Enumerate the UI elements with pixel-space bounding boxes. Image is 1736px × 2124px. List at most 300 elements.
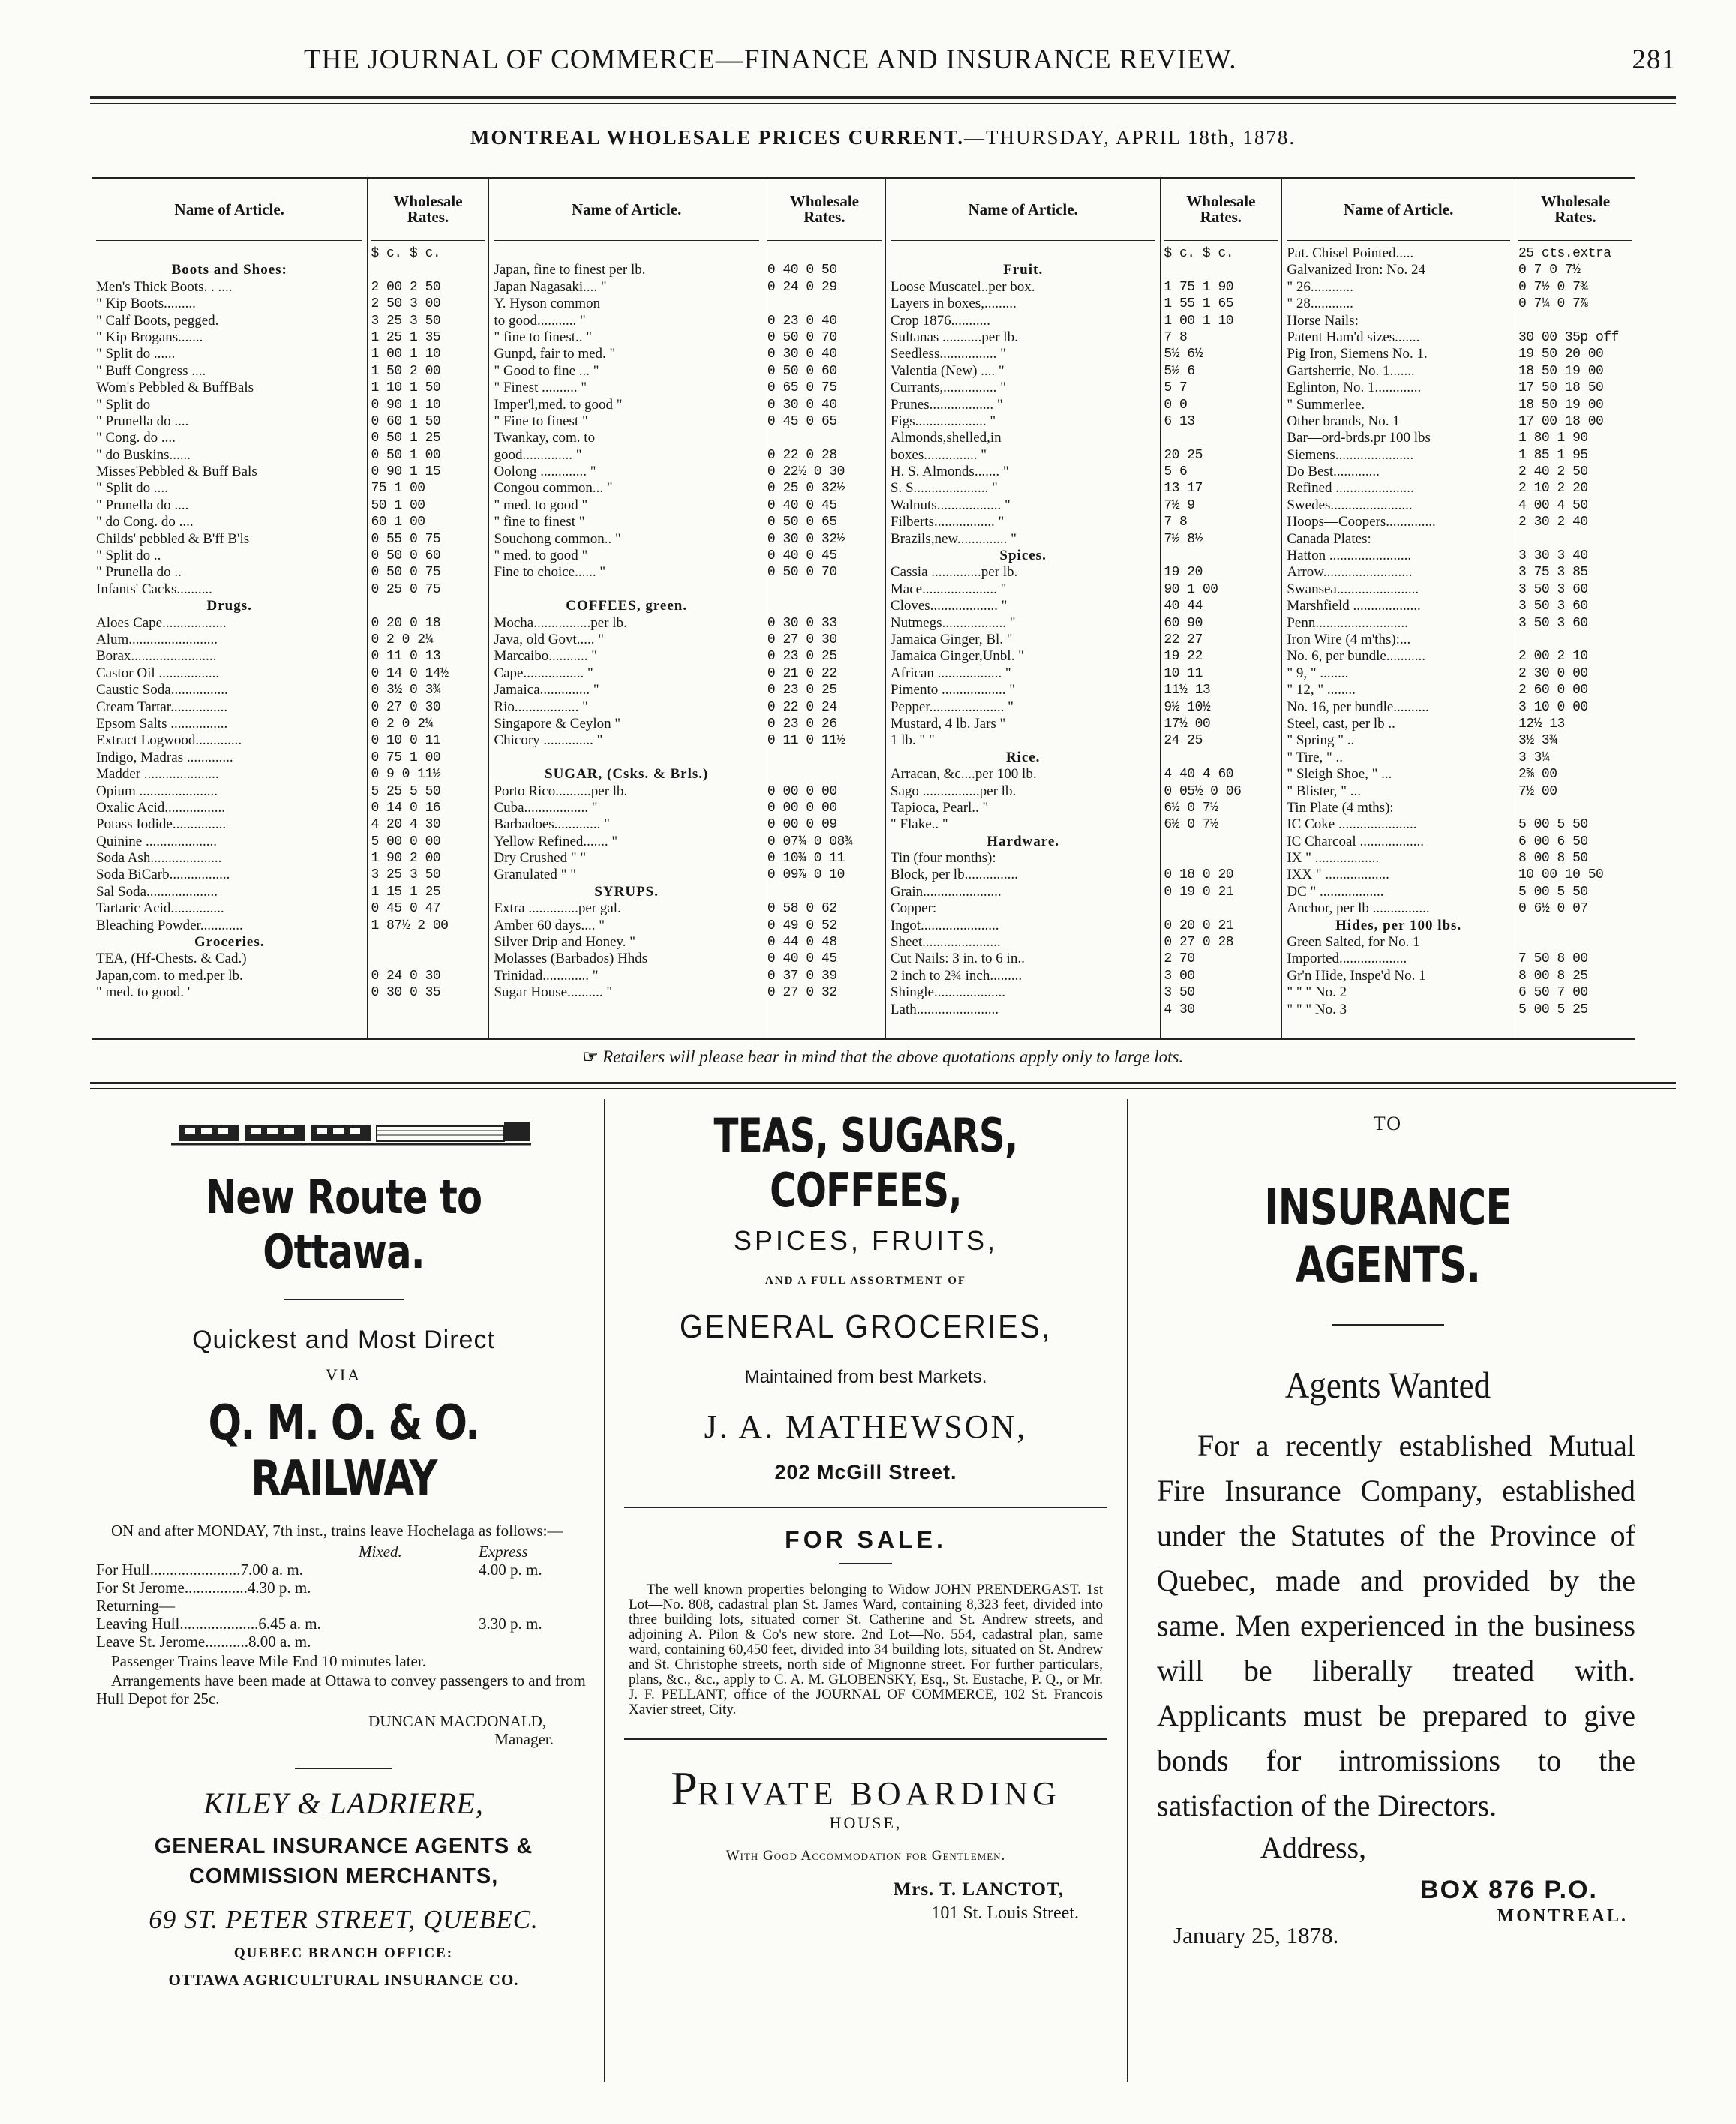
article-rate [1518, 531, 1632, 548]
for-sale-body: The well known properties belonging to Widow JOHN PRENDERGAST. 1st Lot—No. 808, cadastral plan St. James Ward, containing 8,323 feet, divided into three building lots, situated corner St. Catherine and St. Andrew streets, and adjoining A. Pilon & Co's new store. 2nd Lot—No. 554, cadastral plan, same ward, containing 60,450 feet, divided into 34 building lots, situated on St. Andrew and St. Christophe streets, north side of Mignonne street. For further particulars, plans, &c., &c., apply to C. A. M. GLOBENSKY, Esq., St. Eustache, P. Q., or Mr. J. F. PELLANT, office of the JOURNAL OF COMMERCE, 102 St. Francois Xavier street, City. [629, 1582, 1103, 1717]
article-rate [1164, 834, 1278, 850]
section-heading: Boots and Shoes: [171, 262, 287, 278]
schedule-row [96, 1561, 591, 1579]
article-rate: 3 50 3 60 [1518, 615, 1588, 631]
article-rate [1164, 750, 1278, 766]
article-name: " Calf Boots, pegged. [96, 312, 219, 329]
boarding-owner: Mrs. T. LANCTOT, [893, 1879, 1064, 1900]
article-rate: 0 50 0 70 [767, 565, 837, 581]
article-rate: 90 1 00 [1164, 581, 1218, 597]
train-schedule [96, 1543, 591, 1651]
article-rate: 0 20 0 21 [1164, 918, 1234, 933]
article-rate: 1 10 1 50 [371, 380, 441, 396]
article-rate: 0 23 0 25 [767, 649, 837, 665]
article-name: Quinine .................... [96, 833, 217, 849]
article-name: Opium ...................... [96, 783, 218, 799]
article-name: " Prunella do .... [96, 413, 189, 429]
article-name: " Blister, " ... [1287, 783, 1362, 799]
article-rate: 3 3¼ [1518, 750, 1550, 765]
article-rate: 0 24 0 30 [371, 968, 441, 984]
section-rule [90, 1082, 1676, 1084]
article-rate: 4 20 4 30 [371, 817, 441, 833]
grocery-headline: TEAS, SUGARS, COFFEES, [713, 1108, 1018, 1218]
article-rate: 0 21 0 22 [767, 665, 837, 681]
article-name: Epsom Salts ................ [96, 715, 228, 732]
article-rate: 18 50 19 00 [1518, 363, 1604, 379]
article-name: " Summerlee. [1287, 396, 1365, 413]
article-name: Seedless................ " [890, 346, 1006, 362]
article-name: " Kip Boots......... [96, 296, 196, 312]
article-rate: 5½ 6½ [1164, 347, 1203, 362]
journal-title: THE JOURNAL OF COMMERCE—FINANCE AND INSURANCE REVIEW. [304, 44, 1237, 75]
section-heading: Hardware. [987, 833, 1060, 849]
article-rate: 1 55 1 65 [1164, 296, 1234, 312]
article-rate: 0 22 0 24 [767, 699, 837, 715]
article-name: Borax........................ [96, 648, 217, 665]
article-rate: 3 75 3 85 [1518, 565, 1588, 581]
article-rate: 0 10¾ 0 11 [767, 851, 845, 867]
section-heading: Hides, per 100 lbs. [1335, 917, 1462, 933]
article-rate: 4 40 4 60 [1164, 767, 1234, 783]
article-rate [1518, 800, 1632, 816]
article-names [886, 179, 1160, 1038]
article-name: Hatton ....................... [1287, 548, 1412, 564]
article-rate [767, 766, 882, 783]
article-name: Green Salted, for No. 1 [1287, 934, 1420, 951]
schedule-row [96, 1633, 591, 1651]
article-rate: 20 25 [1164, 447, 1203, 463]
agency-name: KILEY & LADRIERE, [203, 1786, 484, 1820]
article-rate [371, 262, 485, 278]
article-name: Extra ..............per gal. [494, 900, 621, 917]
article-name: Eglinton, No. 1............. [1287, 380, 1422, 396]
article-name: " med. to good " [494, 497, 588, 513]
article-rate: 6 13 [1164, 413, 1195, 429]
article-rate: 5½ 6 [1164, 363, 1195, 379]
article-rate: 0 50 1 00 [371, 447, 441, 463]
article-name: Madder ..................... [96, 766, 219, 783]
article-name: " 9, " ........ [1287, 665, 1349, 681]
article-rate: 0 00 0 00 [767, 783, 837, 799]
price-table [92, 177, 1635, 1040]
article-rate: 0 11 0 11½ [767, 733, 845, 749]
article-rate: 5 00 0 00 [371, 834, 441, 849]
article-name: Twankay, com. to [494, 430, 596, 446]
article-rate: 7½ 00 [1518, 783, 1557, 799]
railway-name: Q. M. O. & O. RAILWAY [208, 1395, 479, 1507]
article-rate: 3 30 3 40 [1518, 548, 1588, 564]
article-name: No. 6, per bundle........... [1287, 648, 1426, 665]
agency-line: COMMISSION MERCHANTS, [188, 1864, 499, 1888]
article-name: African .................. " [890, 665, 1011, 681]
wholesale-rates [367, 179, 488, 1038]
page-number: 281 [1632, 44, 1676, 75]
article-rate: 0 90 1 10 [371, 397, 441, 413]
signer: DUNCAN MACDONALD, [368, 1712, 546, 1730]
article-name: " Cong. do .... [96, 430, 176, 446]
article-rate: 1 15 1 25 [371, 884, 441, 900]
article-rate: 7 8 [1164, 515, 1188, 530]
section-heading: Spices. [999, 548, 1047, 564]
ins-wanted: Agents Wanted [1284, 1364, 1491, 1406]
article-rate: 3 25 3 50 [371, 867, 441, 883]
article-rate: 0 18 0 20 [1164, 867, 1234, 883]
article-header: Name of Article. [96, 179, 362, 241]
grocery-assortment: AND A FULL ASSORTMENT OF [764, 1275, 967, 1287]
article-name: to good........... " [494, 312, 586, 329]
branch-office: QUEBEC BRANCH OFFICE: [233, 1945, 454, 1961]
article-name: Tin (four months): [890, 850, 996, 867]
article-name: Cloves................... " [890, 598, 1008, 614]
article-name: Soda BiCarb................. [96, 867, 230, 883]
article-rate [767, 581, 882, 598]
article-rate: 0 50 1 25 [371, 431, 441, 446]
schedule-header [96, 1543, 591, 1561]
ins-headline: INSURANCE AGENTS. [1264, 1179, 1512, 1294]
article-rate: 11½ 13 [1164, 683, 1211, 698]
article-name: Figs.................... " [890, 413, 996, 429]
grocery-advertisement [615, 1107, 1116, 1924]
ins-city: MONTREAL. [1497, 1906, 1628, 1926]
article-name: " Good to fine ... " [494, 362, 599, 379]
article-header: Name of Article. [891, 179, 1155, 241]
article-name: Brazils,new.............. " [890, 530, 1017, 547]
article-rate: 6½ 0 7½ [1164, 817, 1218, 833]
section-heading: SYRUPS. [594, 883, 659, 900]
article-name: Sago ................per lb. [890, 783, 1017, 799]
article-name: Infants' Cacks.......... [96, 581, 212, 597]
train-note: Arrangements have been made at Ottawa to convey passengers to and from Hull Depot for 25c. [96, 1672, 586, 1708]
article-rate: 0 0 [1164, 397, 1188, 413]
article-name: Loose Muscatel..per box. [890, 278, 1035, 295]
insurance-company: OTTAWA AGRICULTURAL INSURANCE CO. [168, 1971, 519, 1989]
prices-date: —THURSDAY, APRIL 18th, 1878. [964, 126, 1296, 149]
article-rate: 17½ 00 [1164, 716, 1211, 732]
article-name: Mace..................... " [890, 581, 1007, 597]
railway-advertisement [96, 1107, 591, 1990]
article-name: Molasses (Barbados) Hhds [494, 951, 648, 967]
route-tagline: Quickest and Most Direct [192, 1326, 495, 1354]
ins-address-label: Address, [1260, 1831, 1367, 1864]
article-rate: 0 60 1 50 [371, 413, 441, 429]
article-rate: 8 00 8 50 [1518, 851, 1588, 867]
rates-header: Wholesale Rates. [767, 179, 882, 241]
article-name: Yellow Refined....... " [494, 833, 618, 849]
article-name: Marshfield ................... [1287, 598, 1421, 614]
article-rate: 2 00 2 50 [371, 279, 441, 295]
article-name [891, 245, 1155, 262]
train-note: Passenger Trains leave Mile End 10 minutes later. [111, 1652, 426, 1670]
article-name: Iron Wire (4 m'ths):... [1287, 631, 1411, 647]
article-name: IC Charcoal .................. [1287, 833, 1424, 849]
article-rate: 60 1 00 [371, 515, 425, 530]
article-rate: 75 1 00 [371, 481, 425, 497]
article-rate: 1 80 1 90 [1518, 431, 1588, 446]
article-name: Amber 60 days.... " [494, 917, 605, 933]
pointing-hand-icon: ☞ [582, 1047, 599, 1066]
article-name: Caustic Soda................ [96, 682, 228, 698]
boarding-title [615, 1761, 1116, 1816]
mixed-header: Mixed. [359, 1543, 402, 1561]
train-icon [149, 1120, 539, 1147]
article-rate: 0 22½ 0 30 [767, 464, 845, 480]
article-rate: 0 44 0 48 [767, 935, 837, 951]
article-name: " Prunella do .. [96, 564, 182, 581]
article-name: Indigo, Madras ............. [96, 749, 233, 765]
article-name: Ingot...................... [890, 917, 999, 933]
article-name: Currants,............... " [890, 380, 1006, 396]
article-rate: 1 85 1 95 [1518, 447, 1588, 463]
grocery-maintained: Maintained from best Markets. [744, 1367, 987, 1387]
article-rate: 0 22 0 28 [767, 447, 837, 463]
article-name: 2 inch to 2¾ inch......... [890, 967, 1023, 984]
article-rate: 10 11 [1164, 665, 1203, 681]
article-rate: 8 00 8 25 [1518, 968, 1588, 984]
signer-title: Manager. [494, 1730, 554, 1748]
agency-address: 69 ST. PETER STREET, QUEBEC. [149, 1905, 539, 1934]
section-heading: COFFEES, green. [566, 598, 688, 614]
article-name: Wom's Pebbled & BuffBals [96, 380, 254, 396]
article-rate: 1 00 1 10 [1164, 313, 1234, 329]
article-name: Copper: [890, 900, 937, 917]
section-heading: Drugs. [206, 598, 252, 614]
article-rate: 0 37 0 39 [767, 968, 837, 984]
article-rate: 0 14 0 14½ [371, 665, 449, 681]
article-name: " fine to finest.. " [494, 329, 592, 345]
prices-title [90, 126, 1676, 149]
route-title: New Route to Ottawa. [205, 1170, 482, 1279]
article-name: Sheet...................... [890, 934, 1001, 951]
article-name: " Fine to finest " [494, 413, 588, 429]
article-rate: 1 87½ 2 00 [371, 918, 449, 933]
article-name: " Sleigh Shoe, " ... [1287, 766, 1392, 783]
article-rate: 7½ 8½ [1164, 531, 1203, 547]
article-name: " Finest .......... " [494, 380, 587, 396]
article-rate: 17 50 18 50 [1518, 380, 1604, 396]
article-name: Cuba.................. " [494, 799, 598, 816]
article-rate: 0 6½ 0 07 [1518, 901, 1588, 917]
divider [839, 1563, 892, 1564]
article-rate: 6 50 7 00 [1518, 985, 1588, 1001]
article-name: Valentia (New) .... " [890, 362, 1005, 379]
article-name: Galvanized Iron: No. 24 [1287, 262, 1426, 278]
schedule-label: Returning— [96, 1597, 175, 1615]
article-rate [767, 598, 882, 614]
grocer-street: 202 McGill Street. [774, 1461, 957, 1483]
article-rate [1518, 918, 1632, 934]
article-name: Gunpd, fair to med. " [494, 346, 616, 362]
article-rate: 0 23 0 25 [767, 683, 837, 698]
header-rule [90, 96, 1676, 99]
article-name: Barbadoes............. " [494, 816, 610, 833]
article-rate: 19 50 20 00 [1518, 347, 1604, 362]
article-rate: 7½ 9 [1164, 497, 1195, 513]
article-rate [371, 934, 485, 951]
article-name: Walnuts.................. " [890, 497, 1011, 513]
article-rate: 1 25 1 35 [371, 329, 441, 345]
schedule-label: Leaving Hull....................6.45 a. m. [96, 1615, 321, 1633]
article-name: Soda Ash.................... [96, 850, 222, 867]
article-name: IX " .................. [1287, 850, 1380, 867]
article-rate: 2 10 2 20 [1518, 481, 1588, 497]
article-name: Trinidad............. " [494, 967, 599, 984]
article-rate: 0 27 0 28 [1164, 935, 1234, 951]
article-name: Sultanas ...........per lb. [890, 329, 1018, 345]
article-rate [767, 430, 882, 446]
column-divider [604, 1099, 605, 2082]
boarding-rest: RIVATE BOARDING [697, 1775, 1061, 1812]
article-name: " Buff Congress .... [96, 362, 206, 379]
article-name: " " " No. 3 [1287, 1001, 1347, 1017]
article-rate: 0 00 0 09 [767, 817, 837, 833]
prices-heading: MONTREAL WHOLESALE PRICES CURRENT. [470, 126, 965, 149]
article-rate: 2 50 3 00 [371, 296, 441, 312]
article-rate: 0 40 0 50 [767, 263, 837, 278]
article-rate: 0 2 0 2¼ [371, 716, 433, 732]
article-rate: 3 10 0 00 [1518, 699, 1588, 715]
article-name: " Tire, " .. [1287, 749, 1344, 765]
article-rate [371, 951, 485, 967]
article-name: H. S. Almonds....... " [890, 464, 1009, 480]
article-name: 1 lb. " " [890, 732, 935, 749]
divider [624, 1507, 1107, 1508]
boarding-accommodation: With Good Accommodation for Gentlemen. [725, 1848, 1006, 1864]
article-rate: 0 10 0 11 [371, 733, 441, 749]
article-name [494, 750, 758, 766]
article-rate: 0 2 0 2¼ [371, 632, 433, 647]
article-name: Swansea....................... [1287, 581, 1419, 597]
article-name: Sal Soda.................... [96, 883, 218, 900]
article-rate: 0 14 0 16 [371, 800, 441, 816]
ins-to: TO [1373, 1113, 1403, 1134]
article-name: Do Best............. [1287, 464, 1380, 480]
article-name: Shingle.................... [890, 984, 1005, 1001]
article-rate: 3 50 3 60 [1518, 599, 1588, 614]
article-rate: 0 23 0 40 [767, 313, 837, 329]
schedule-express: 4.00 p. m. [479, 1561, 542, 1579]
article-rate: 0 00 0 00 [767, 800, 837, 816]
wholesale-rates [764, 179, 885, 1038]
article-name: Congou common... " [494, 480, 613, 497]
article-rate: 0 30 0 35 [371, 985, 441, 1001]
article-rate: 10 00 10 50 [1518, 867, 1604, 883]
schedule-express [479, 1633, 591, 1651]
article-rate: 0 49 0 52 [767, 918, 837, 933]
article-name: " " " No. 2 [1287, 984, 1347, 1001]
article-name: Misses'Pebbled & Buff Bals [96, 464, 257, 480]
article-name: Alum......................... [96, 631, 218, 647]
article-name: IC Coke ...................... [1287, 816, 1417, 833]
ins-date: January 25, 1878. [1173, 1922, 1339, 1948]
grocer-name: J. A. MATHEWSON, [704, 1408, 1028, 1445]
schedule-row [96, 1597, 591, 1615]
article-rate: 0 20 0 18 [371, 615, 441, 631]
article-rate [767, 245, 882, 262]
article-name: Crop 1876........... [890, 312, 990, 329]
article-rate [1164, 900, 1278, 917]
article-name: Tapioca, Pearl.. " [890, 799, 989, 816]
price-column [92, 179, 489, 1038]
divider [624, 1738, 1107, 1740]
article-name: Granulated " " [494, 867, 576, 883]
article-rate: 1 00 1 10 [371, 347, 441, 362]
article-name: " Split do .... [96, 480, 168, 497]
article-rate: 0 90 1 15 [371, 464, 441, 480]
article-name: Souchong common.. " [494, 530, 621, 547]
article-rate: 0 19 0 21 [1164, 884, 1234, 900]
article-rate: $ c. $ c. [1164, 246, 1234, 261]
article-name: Silver Drip and Honey. " [494, 934, 636, 951]
header-rule-thin [90, 103, 1676, 104]
article-name: Imported................... [1287, 951, 1407, 967]
article-name: Steel, cast, per lb .. [1287, 715, 1395, 732]
article-name: Filberts................. " [890, 514, 1005, 530]
article-rate: 12½ 13 [1518, 716, 1565, 732]
article-rate: 0 27 0 30 [371, 699, 441, 715]
train-notice: ON and after MONDAY, 7th inst., trains leave Hochelaga as follows:— [111, 1522, 563, 1540]
article-rate: 24 25 [1164, 733, 1203, 749]
article-name: Penn.......................... [1287, 614, 1408, 631]
article-rate: 0 7 0 7½ [1518, 263, 1581, 278]
article-rate [1164, 850, 1278, 867]
article-name: Oolong ............. " [494, 464, 596, 480]
schedule-express: 3.30 p. m. [479, 1615, 542, 1633]
article-rate: 1 90 2 00 [371, 851, 441, 867]
schedule-label: Leave St. Jerome...........8.00 a. m. [96, 1633, 311, 1651]
rates-header: Wholesale Rates. [371, 179, 485, 241]
article-name: Grain...................... [890, 883, 1002, 900]
article-name: Chicory .............. " [494, 732, 603, 749]
article-rate: 2 40 2 50 [1518, 464, 1588, 480]
article-name: Gr'n Hide, Inspe'd No. 1 [1287, 967, 1426, 984]
article-rate: 30 00 35p off [1518, 329, 1619, 345]
article-name: Swedes....................... [1287, 497, 1413, 513]
article-names [489, 179, 763, 1038]
schedule-label: For St Jerome................4.30 p. m. [96, 1579, 311, 1597]
article-rate: 5 25 5 50 [371, 783, 441, 799]
article-rate: 0 11 0 13 [371, 649, 441, 665]
article-rate: 0 45 0 65 [767, 413, 837, 429]
article-rate: 6 00 6 50 [1518, 834, 1588, 849]
article-name: Hoops—Coopers.............. [1287, 514, 1436, 530]
article-rate: 5 7 [1164, 380, 1188, 396]
article-name: " 26............ [1287, 278, 1353, 295]
article-rate: 0 65 0 75 [767, 380, 837, 396]
for-sale-title: FOR SALE. [785, 1526, 947, 1553]
article-rate: 0 40 0 45 [767, 548, 837, 564]
article-name: Pepper..................... " [890, 698, 1014, 715]
footnote-text: Retailers will please bear in mind that the above quotations apply only to large lots. [602, 1047, 1184, 1066]
article-name: Pig Iron, Siemens No. 1. [1287, 346, 1428, 362]
article-name: Java, old Govt..... " [494, 631, 604, 647]
article-names [92, 179, 367, 1038]
section-rule-thin [90, 1088, 1676, 1089]
article-header: Name of Article. [1287, 179, 1510, 241]
article-name: Lath....................... [890, 1001, 999, 1017]
express-header: Express [479, 1543, 528, 1561]
article-name: Aloes Cape.................. [96, 614, 227, 631]
article-name: " Split do [96, 396, 151, 413]
article-name: Horse Nails: [1287, 312, 1359, 329]
article-rate: 0 30 0 40 [767, 347, 837, 362]
article-name: Pimento .................. " [890, 682, 1015, 698]
price-column [489, 179, 885, 1038]
divider [1332, 1324, 1444, 1326]
article-rate: 9½ 10½ [1164, 699, 1211, 715]
article-rate: 2⅝ 00 [1518, 767, 1557, 783]
article-rate: 0 25 0 32½ [767, 481, 845, 497]
article-rate [1518, 934, 1632, 951]
